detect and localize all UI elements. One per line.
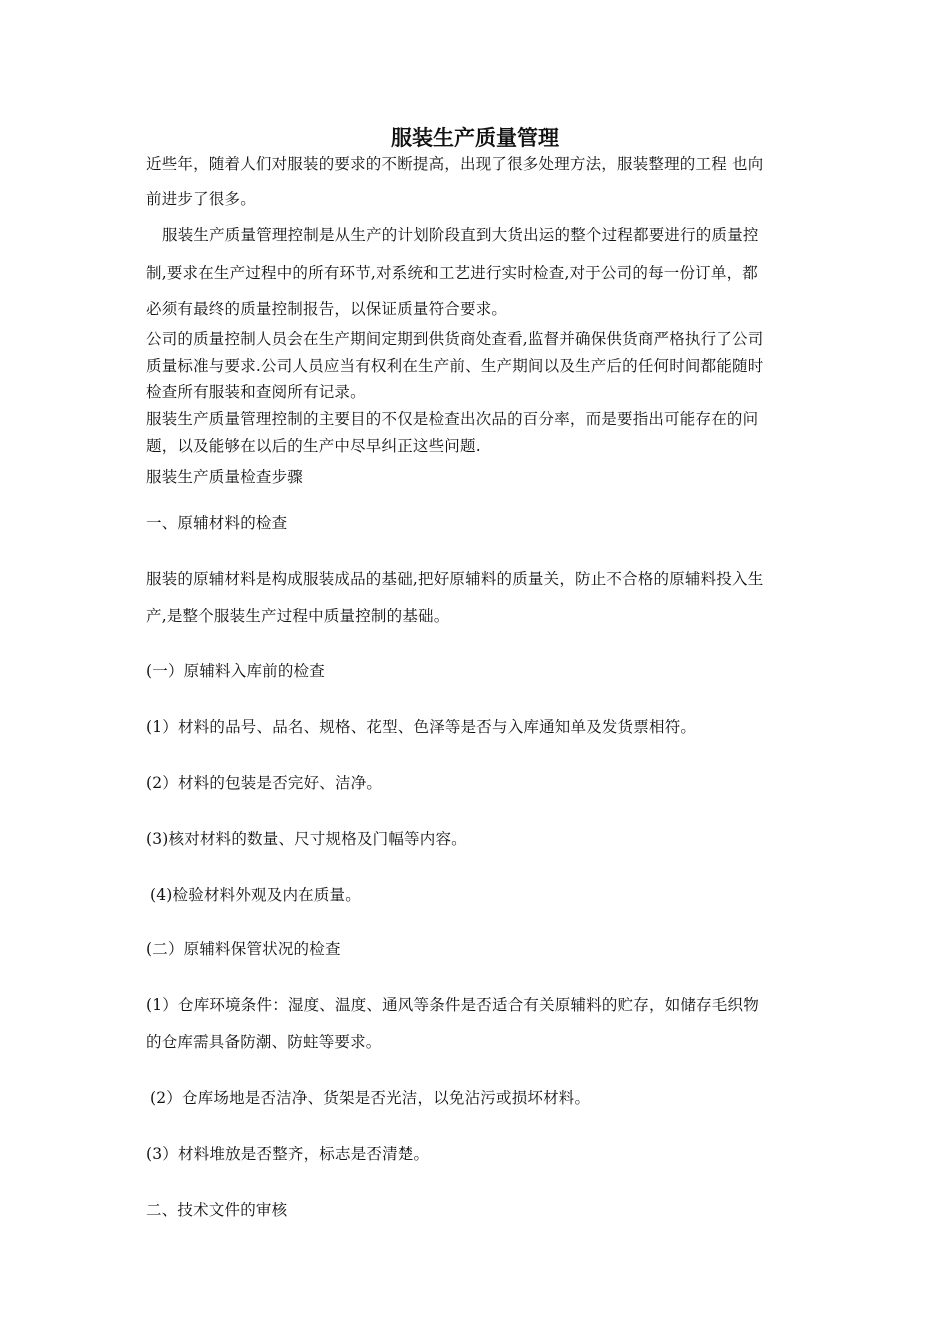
paragraph-line: 近些年，随着人们对服装的要求的不断提高，出现了很多处理方法，服装整理的工程 也向	[146, 155, 764, 173]
paragraph-line: 制,要求在生产过程中的所有环节,对系统和工艺进行实时检查,对于公司的每一份订单，都	[146, 264, 758, 282]
list-item: (2）材料的包装是否完好、洁净。	[146, 774, 383, 792]
paragraph-line: 产,是整个服装生产过程中质量控制的基础。	[146, 607, 450, 625]
paragraph-line: 前进步了很多。	[146, 190, 256, 208]
document-title: 服装生产质量管理	[391, 126, 559, 150]
paragraph-line: 公司的质量控制人员会在生产期间定期到供货商处查看,监督并确保供货商严格执行了公司	[146, 330, 764, 348]
list-item: (1）材料的品号、品名、规格、花型、色泽等是否与入库通知单及发货票相符。	[146, 718, 697, 736]
list-item: 的仓库需具备防潮、防蛀等要求。	[146, 1033, 382, 1051]
list-item: (2）仓库场地是否洁净、货架是否光洁，以免沾污或损坏材料。	[150, 1089, 591, 1107]
list-item: (3)核对材料的数量、尺寸规格及门幅等内容。	[146, 830, 467, 848]
paragraph-line: 服装生产质量管理控制的主要目的不仅是检查出次品的百分率，而是要指出可能存在的问	[146, 410, 759, 428]
paragraph-line: 必须有最终的质量控制报告，以保证质量符合要求。	[146, 300, 508, 318]
subsection-heading: (一）原辅料入库前的检查	[146, 662, 325, 680]
list-item: (1）仓库环境条件：湿度、温度、通风等条件是否适合有关原辅料的贮存，如储存毛织物	[146, 996, 759, 1014]
subsection-heading: (二）原辅料保管状况的检查	[146, 940, 341, 958]
paragraph-line: 质量标准与要求.公司人员应当有权利在生产前、生产期间以及生产后的任何时间都能随时	[146, 357, 764, 375]
section-heading: 服装生产质量检查步骤	[146, 468, 304, 486]
section-heading: 一、原辅材料的检查	[146, 514, 288, 532]
list-item: (3）材料堆放是否整齐，标志是否清楚。	[146, 1145, 430, 1163]
section-heading: 二、技术文件的审核	[146, 1201, 288, 1219]
paragraph-line: 服装的原辅材料是构成服装成品的基础,把好原辅料的质量关，防止不合格的原辅料投入生	[146, 570, 764, 588]
paragraph-line: 检查所有服装和查阅所有记录。	[146, 383, 366, 401]
paragraph-line: 服装生产质量管理控制是从生产的计划阶段直到大货出运的整个过程都要进行的质量控	[162, 226, 759, 244]
paragraph-line: 题，以及能够在以后的生产中尽早纠正这些问题.	[146, 437, 481, 455]
list-item: (4)检验材料外观及内在质量。	[150, 886, 361, 904]
